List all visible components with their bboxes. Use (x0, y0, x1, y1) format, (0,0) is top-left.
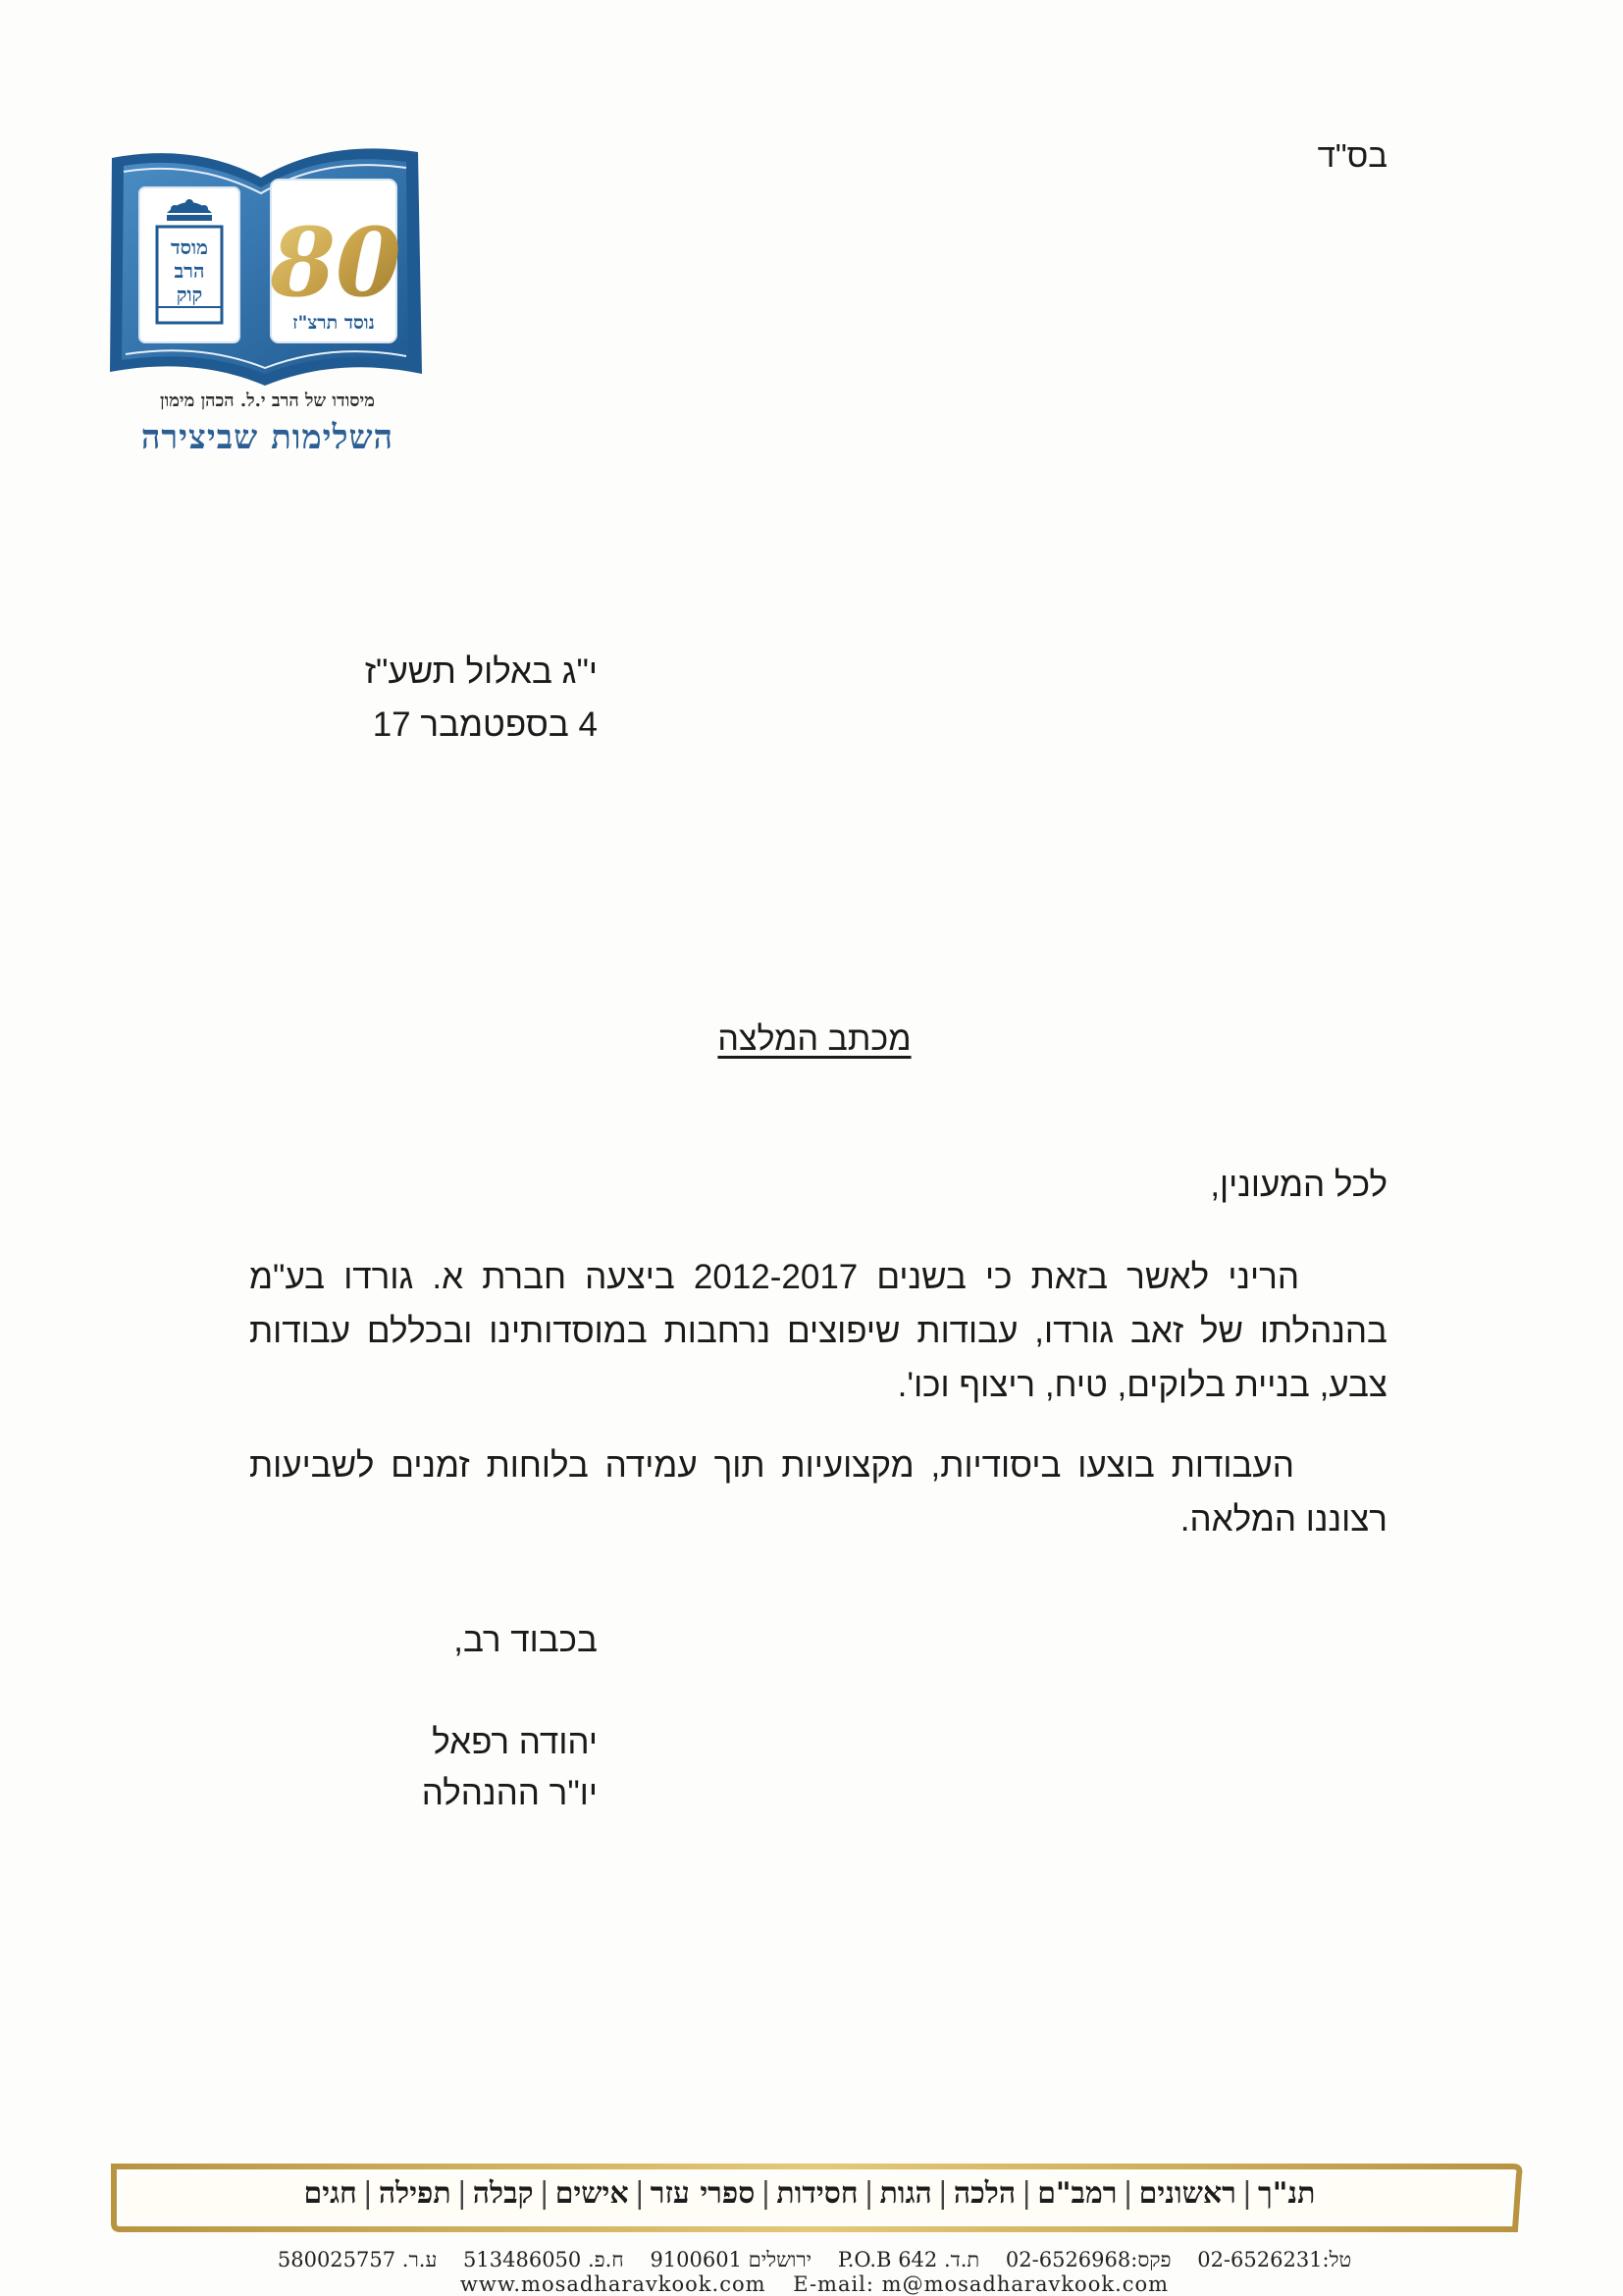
footer-fax: פקס:02-6526968 (1005, 2248, 1172, 2271)
signer-name: יהודה רפאל (432, 1723, 598, 1761)
letter-paragraph-2: העבודות בוצעו ביסודיות, מקצועיות תוך עמידה בלוחות זמנים לשביעות רצוננו המלאה. (249, 1446, 1387, 1539)
footer-categories: תנ"ך|ראשונים|רמב"ם|הלכה|הגות|חסידות|ספרי עזר|אישים|קבלה|תפילה|חגים (303, 2176, 1316, 2211)
footer-email-link[interactable]: E-mail: m@mosadharavkook.com (793, 2272, 1170, 2296)
hebrew-date: י"ג באלול תשע"ז (364, 652, 598, 691)
footer-hp: ח.פ. 513486050 (463, 2248, 624, 2271)
footer-pob: ת.ד. 642 P.O.B (837, 2248, 980, 2271)
mosad-harav-kook-logo (106, 132, 428, 388)
footer-category: ספרי עזר (650, 2176, 756, 2211)
footer-category: תנ"ך (1258, 2176, 1316, 2211)
letter-closing: בכבוד רב, (453, 1621, 598, 1659)
emblem-line-2: הרב (174, 259, 205, 283)
logo-founder-line: מיסודו של הרב י.ל. הכהן מימון (160, 391, 375, 411)
footer-web-line (98, 2272, 1531, 2296)
footer-phone: טל:02-6526231 (1197, 2248, 1352, 2271)
footer-category: חגים (303, 2176, 357, 2211)
letter-salutation: לכל המעונין, (1210, 1166, 1387, 1204)
footer-category: הלכה (953, 2176, 1017, 2211)
footer-category: רמב"ם (1037, 2176, 1118, 2211)
footer-category: קבלה (472, 2176, 534, 2211)
emblem-line-3: קוק (176, 283, 203, 306)
gregorian-date: 4 בספטמבר 17 (372, 705, 598, 744)
emblem-line-1: מוסד (171, 235, 208, 259)
footer-category: תפילה (378, 2176, 451, 2211)
anniversary-number: 80 (270, 207, 401, 318)
footer-category: הגות (879, 2176, 932, 2211)
anniversary-text: נוסד תרצ"ז (292, 312, 375, 334)
signer-title: יו"ר ההנהלה (421, 1774, 598, 1812)
footer-website-link[interactable]: www.mosadharavkook.com (459, 2272, 766, 2296)
basad-heading: בס"ד (1317, 137, 1387, 174)
footer-contact-line (98, 2248, 1531, 2272)
letter-title: מכתב המלצה (717, 1020, 912, 1058)
logo-slogan: השלימות שביצירה (140, 418, 394, 457)
footer-city: ירושלים 9100601 (650, 2248, 812, 2271)
footer-category: חסידות (776, 2176, 859, 2211)
letter-paragraph-1: הריני לאשר בזאת כי בשנים 2012-2017 ביצעה חברת א. גורדו בע"מ בהנהלתו של זאב גורדו, עבודות שיפוצים נרחבות במוסדותינו ובכללם עבודות צבע, בניית בלוקים, טיח, ריצוף וכו'. (249, 1258, 1387, 1404)
footer-category: ראשונים (1138, 2176, 1236, 2211)
footer-ar: ע.ר. 580025757 (277, 2248, 438, 2271)
footer-category: אישים (554, 2176, 629, 2211)
signature-block (422, 1717, 598, 1819)
letter-dates (365, 646, 598, 752)
